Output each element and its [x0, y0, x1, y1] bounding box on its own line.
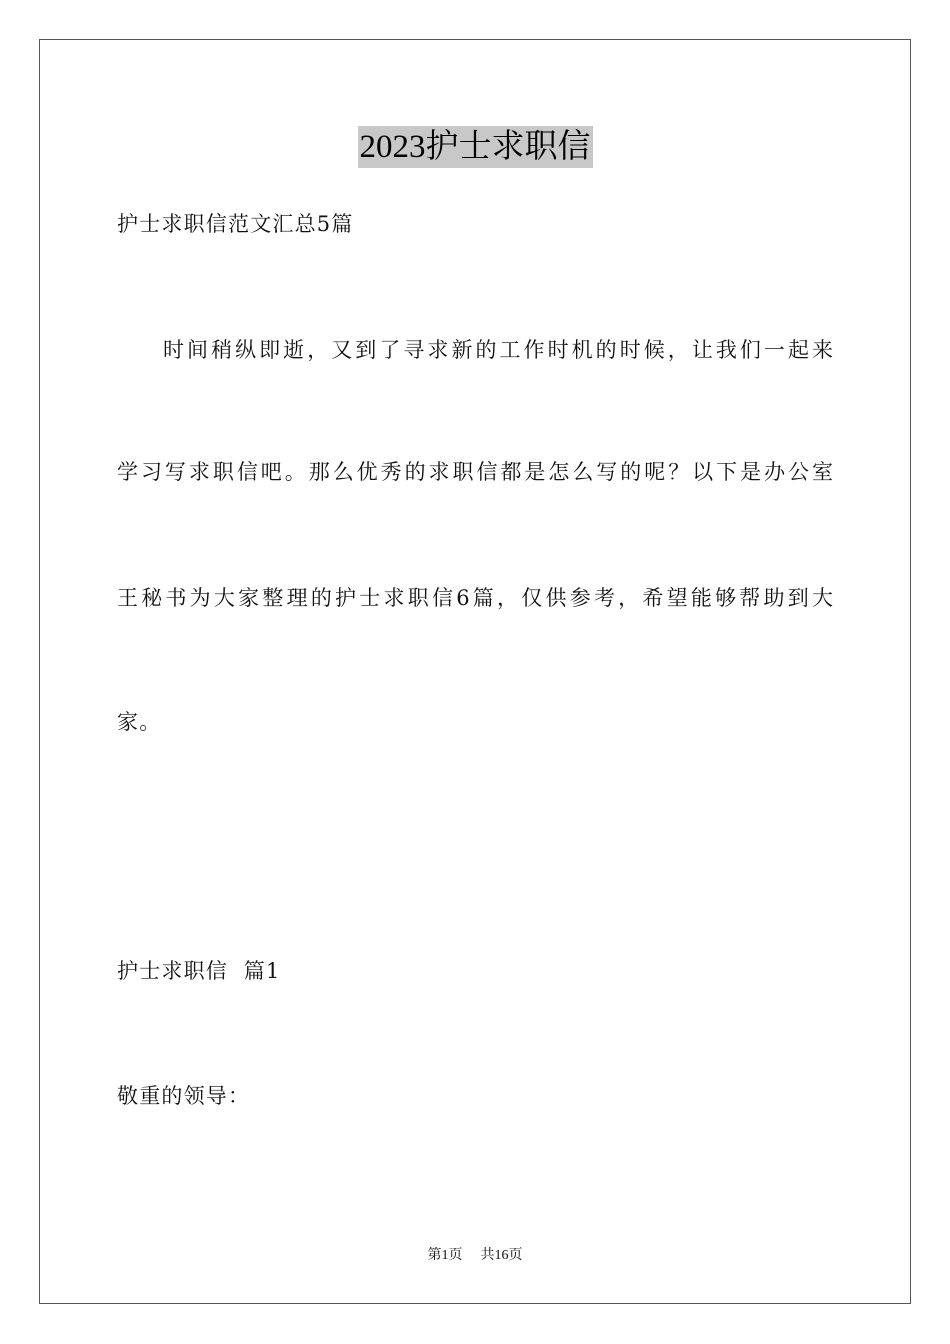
intro-line-1: 时间稍纵即逝，又到了寻求新的工作时机的时候，让我们一起来 [163, 338, 833, 362]
title-container [0, 126, 950, 168]
intro-line-2: 学习写求职信吧。那么优秀的求职信都是怎么写的呢？以下是办公室 [117, 460, 833, 484]
page-footer [0, 1247, 950, 1265]
salutation: 敬重的领导： [117, 1084, 251, 1108]
document-subtitle: 护士求职信范文汇总5篇 [117, 212, 354, 236]
section-heading: 护士求职信 篇1 [117, 959, 281, 983]
page-number: 第1页 [427, 1248, 463, 1263]
intro-line-3: 王秘书为大家整理的护士求职信6篇，仅供参考，希望能够帮助到大 [117, 586, 833, 610]
intro-line-4: 家。 [117, 710, 162, 734]
page-total: 共16页 [480, 1248, 523, 1263]
document-title: 2023护士求职信 [358, 126, 593, 168]
